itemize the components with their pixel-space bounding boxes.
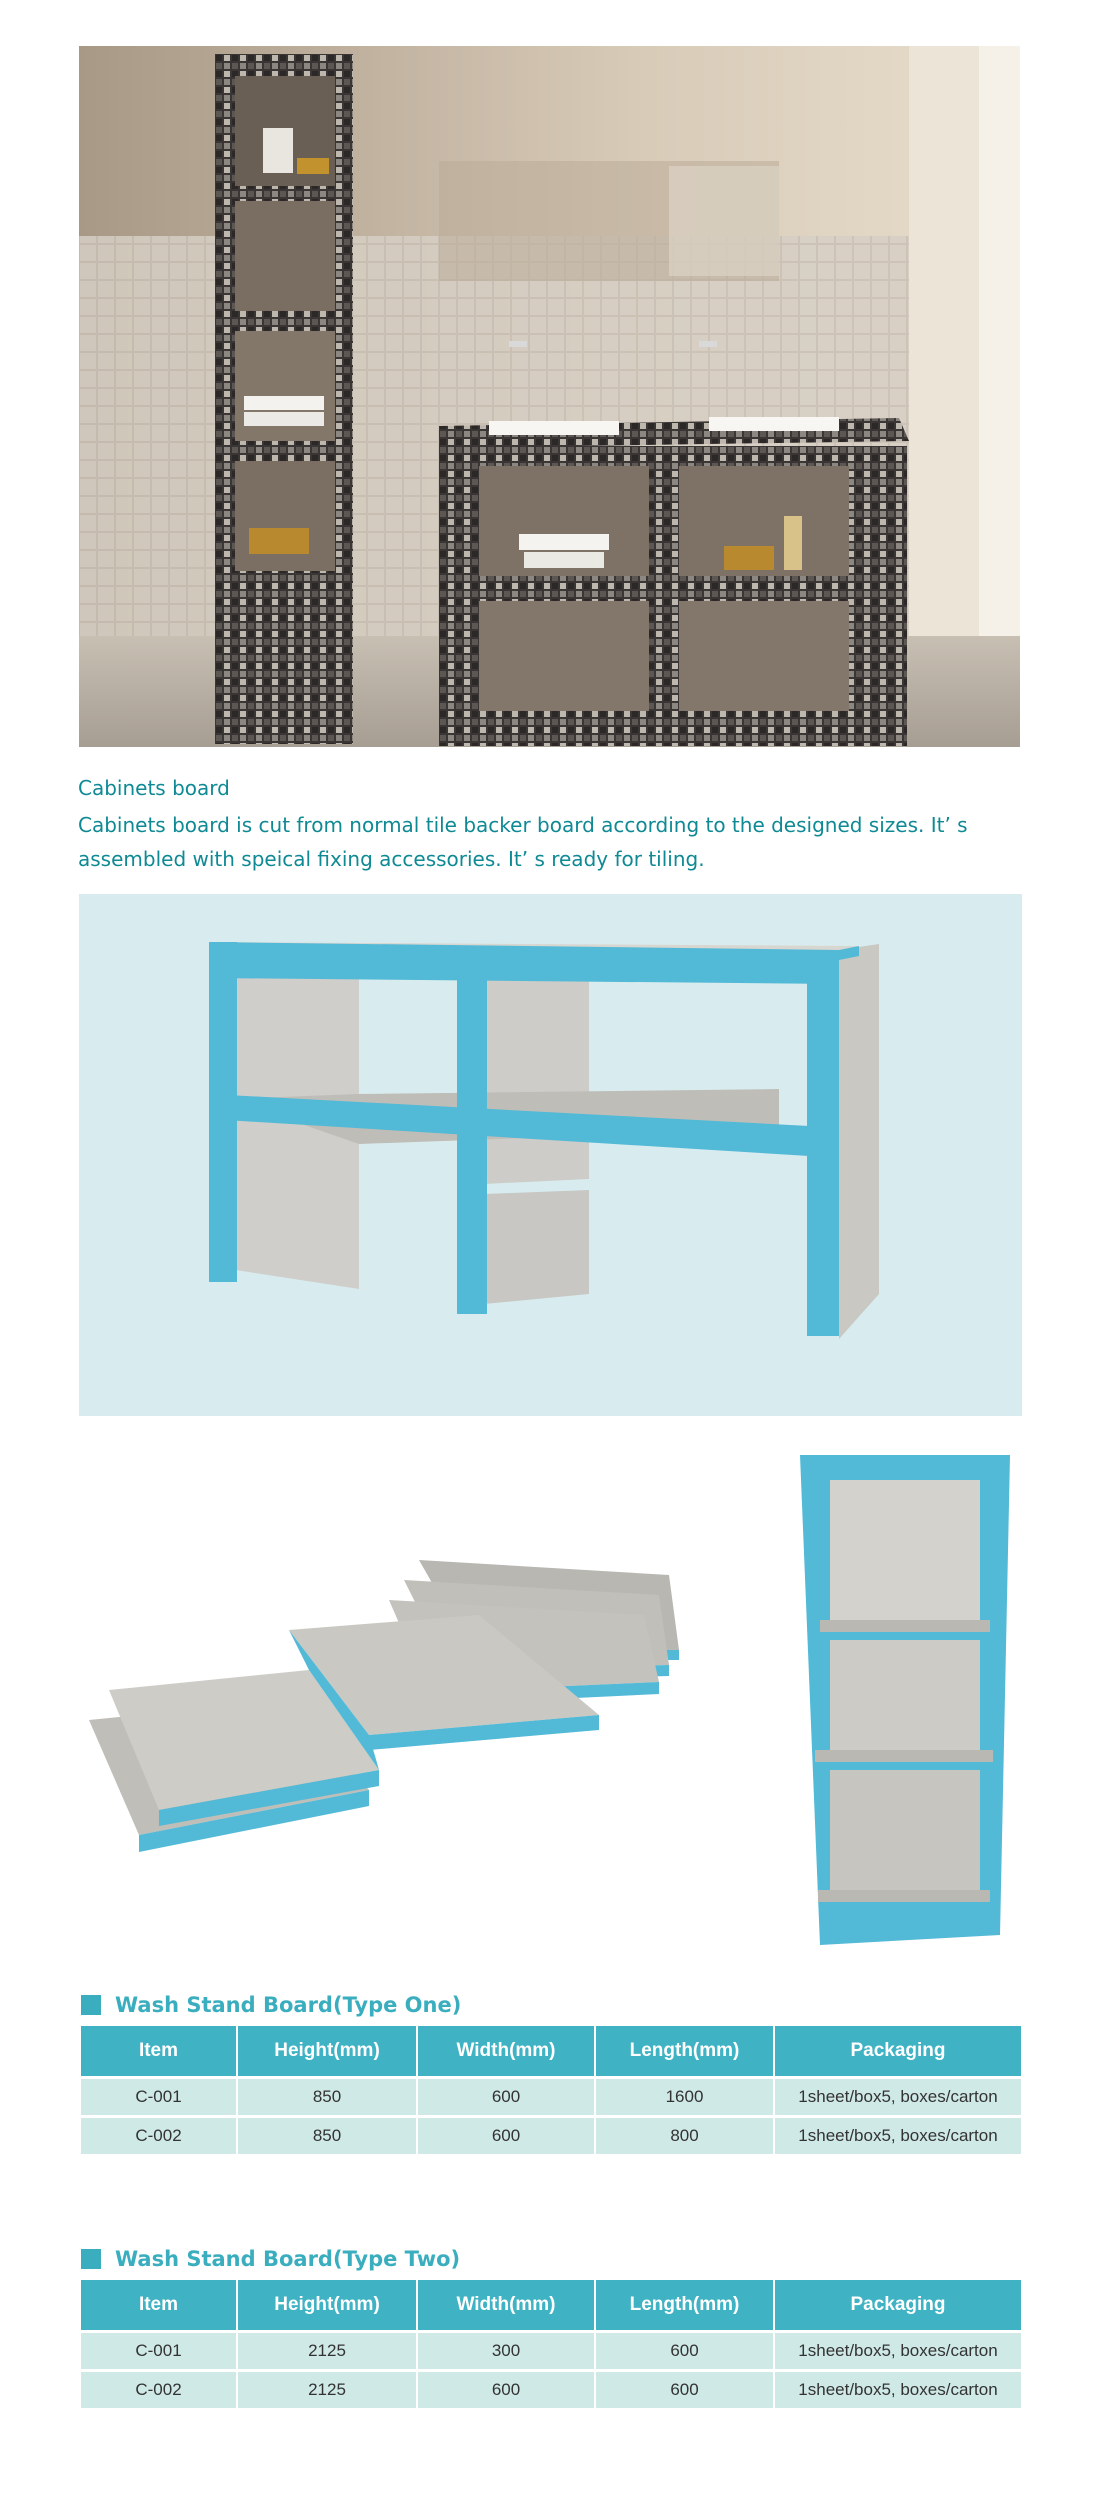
caption-description: Cabinets board is cut from normal tile backer board according to the designed sizes. It’ s assembled with speical fixing accessories. It’ s ready for tiling. <box>78 813 968 871</box>
table-cell: 800 <box>595 2117 774 2156</box>
table-cell: 1sheet/box5, boxes/carton <box>774 2371 1021 2410</box>
table-header-row <box>81 2280 1021 2332</box>
section-marker-icon <box>81 1995 101 2015</box>
column-header: Width(mm) <box>417 2026 595 2078</box>
caption-title: Cabinets board <box>78 776 230 800</box>
shelf-unit-render <box>790 1455 1020 1945</box>
table-cell: 1600 <box>595 2078 774 2117</box>
column-header: Item <box>81 2026 237 2078</box>
table-cell: 600 <box>417 2078 595 2117</box>
table-cell: 600 <box>417 2117 595 2156</box>
table-cell: 1sheet/box5, boxes/carton <box>774 2332 1021 2371</box>
table-cell: 2125 <box>237 2332 417 2371</box>
table-row <box>81 2078 1021 2117</box>
table-cell: C-001 <box>81 2332 237 2371</box>
table-cell: C-002 <box>81 2371 237 2410</box>
table-cell: 1sheet/box5, boxes/carton <box>774 2078 1021 2117</box>
table-cell: 600 <box>595 2371 774 2410</box>
section-title: Wash Stand Board(Type One) <box>115 1993 462 2017</box>
table-row <box>81 2117 1021 2156</box>
stacked-boards-render <box>79 1450 739 1870</box>
column-header: Packaging <box>774 2026 1021 2078</box>
column-header: Item <box>81 2280 237 2332</box>
section-title: Wash Stand Board(Type Two) <box>115 2247 461 2271</box>
column-header: Height(mm) <box>237 2026 417 2078</box>
table-cell: 850 <box>237 2117 417 2156</box>
table-cell: 850 <box>237 2078 417 2117</box>
table-cell: C-001 <box>81 2078 237 2117</box>
table-row <box>81 2371 1021 2410</box>
table-cell: 1sheet/box5, boxes/carton <box>774 2117 1021 2156</box>
table-cell: 300 <box>417 2332 595 2371</box>
section-heading-type-two <box>81 2244 460 2274</box>
table-header-row <box>81 2026 1021 2078</box>
table-cell: 600 <box>595 2332 774 2371</box>
column-header: Length(mm) <box>595 2280 774 2332</box>
table-cell: 2125 <box>237 2371 417 2410</box>
column-header: Packaging <box>774 2280 1021 2332</box>
hero-photo-bathroom-cabinets <box>79 46 1020 747</box>
section-marker-icon <box>81 2249 101 2269</box>
table-row <box>81 2332 1021 2371</box>
table-cell: 600 <box>417 2371 595 2410</box>
section-heading-type-one <box>81 1990 461 2020</box>
spec-table-type-two <box>81 2280 1021 2411</box>
column-header: Width(mm) <box>417 2280 595 2332</box>
table-cell: C-002 <box>81 2117 237 2156</box>
washstand-render <box>79 894 1022 1416</box>
column-header: Length(mm) <box>595 2026 774 2078</box>
spec-table-type-one <box>81 2026 1021 2157</box>
column-header: Height(mm) <box>237 2280 417 2332</box>
